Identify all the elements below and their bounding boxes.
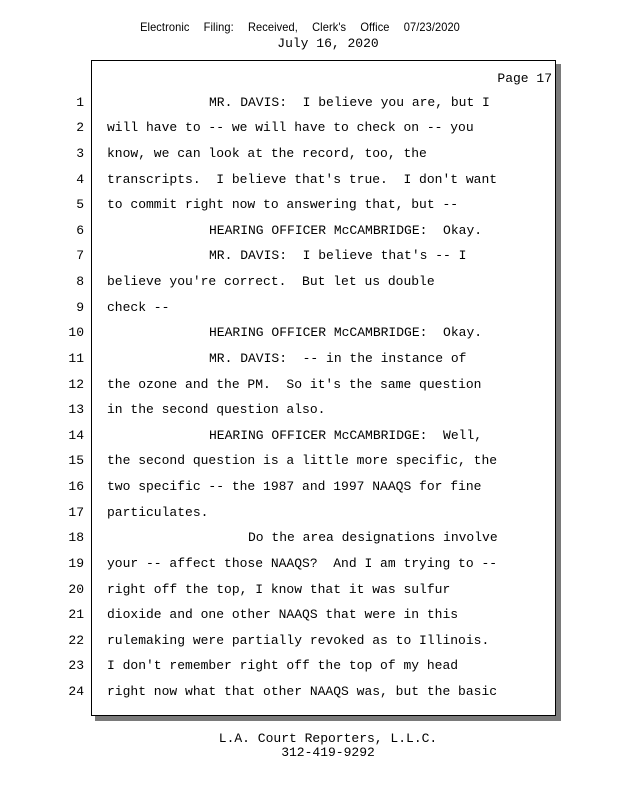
line-text: HEARING OFFICER McCAMBRIDGE: Okay. bbox=[209, 223, 483, 238]
line-text: transcripts. I believe that's true. I don't want bbox=[107, 172, 498, 187]
transcript-line bbox=[0, 167, 560, 192]
filing-stamp-word: 07/23/2020 bbox=[403, 20, 460, 34]
line-number: 6 bbox=[76, 223, 84, 238]
transcript-line bbox=[0, 295, 560, 320]
line-text: MR. DAVIS: -- in the instance of bbox=[209, 351, 467, 366]
transcript-line bbox=[0, 192, 560, 217]
transcript-line bbox=[0, 474, 560, 499]
line-text: will have to -- we will have to check on -- you bbox=[107, 120, 474, 135]
line-text: two specific -- the 1987 and 1997 NAAQS for fine bbox=[107, 479, 482, 494]
line-text: dioxide and one other NAAQS that were in this bbox=[107, 607, 459, 622]
line-number: 23 bbox=[68, 658, 84, 673]
footer bbox=[0, 732, 618, 760]
line-number: 24 bbox=[68, 684, 84, 699]
transcript-line bbox=[0, 269, 560, 294]
line-number: 8 bbox=[76, 274, 84, 289]
line-number: 4 bbox=[76, 172, 84, 187]
line-number: 16 bbox=[68, 479, 84, 494]
line-number: 17 bbox=[68, 505, 84, 520]
reporter-phone: 312-419-9292 bbox=[281, 745, 375, 760]
line-text: to commit right now to answering that, but -- bbox=[107, 197, 459, 212]
line-number: 22 bbox=[68, 633, 84, 648]
transcript-line bbox=[0, 141, 560, 166]
transcript-line bbox=[0, 115, 560, 140]
transcript-line bbox=[0, 628, 560, 653]
line-text: MR. DAVIS: I believe that's -- I bbox=[209, 248, 467, 263]
transcript-line bbox=[0, 679, 560, 704]
line-text: particulates. bbox=[107, 505, 209, 520]
line-text: the second question is a little more specific, the bbox=[107, 453, 498, 468]
line-text: believe you're correct. But let us double bbox=[107, 274, 435, 289]
filing-stamp-word: Filing: bbox=[203, 20, 234, 34]
transcript-line bbox=[0, 500, 560, 525]
line-number: 13 bbox=[68, 402, 84, 417]
transcript-line bbox=[0, 320, 560, 345]
line-text: know, we can look at the record, too, the bbox=[107, 146, 427, 161]
transcript-line bbox=[0, 372, 560, 397]
page-number: Page 17 bbox=[497, 71, 552, 86]
line-text: I don't remember right off the top of my head bbox=[107, 658, 459, 673]
filing-stamp-word: Clerk's bbox=[312, 20, 347, 34]
filing-stamp-word: Office bbox=[360, 20, 390, 34]
transcript-line bbox=[0, 448, 560, 473]
line-number: 19 bbox=[68, 556, 84, 571]
line-number: 10 bbox=[68, 325, 84, 340]
transcript-line bbox=[0, 653, 560, 678]
reporter-name: L.A. Court Reporters, L.L.C. bbox=[218, 731, 438, 746]
line-text: MR. DAVIS: I believe you are, but I bbox=[209, 95, 490, 110]
line-text: right off the top, I know that it was sulfur bbox=[107, 582, 451, 597]
line-number: 9 bbox=[76, 300, 84, 315]
filing-stamp-word: Electronic bbox=[140, 20, 190, 34]
transcript-line bbox=[0, 577, 560, 602]
line-number: 21 bbox=[68, 607, 84, 622]
transcript-line bbox=[0, 243, 560, 268]
line-text: HEARING OFFICER McCAMBRIDGE: Well, bbox=[209, 428, 483, 443]
line-number: 11 bbox=[68, 351, 84, 366]
filing-stamp-word: Received, bbox=[247, 20, 298, 34]
line-text: the ozone and the PM. So it's the same question bbox=[107, 377, 482, 392]
transcript-line bbox=[0, 90, 560, 115]
line-number: 5 bbox=[76, 197, 84, 212]
line-text: in the second question also. bbox=[107, 402, 326, 417]
transcript-line bbox=[0, 423, 560, 448]
line-text: Do the area designations involve bbox=[248, 530, 498, 545]
transcript-line bbox=[0, 397, 560, 422]
line-text: right now what that other NAAQS was, but the basic bbox=[107, 684, 498, 699]
line-number: 15 bbox=[68, 453, 84, 468]
line-number: 3 bbox=[76, 146, 84, 161]
line-number: 12 bbox=[68, 377, 84, 392]
transcript-line bbox=[0, 551, 560, 576]
filing-stamp bbox=[24, 20, 576, 34]
transcript-line bbox=[0, 602, 560, 627]
transcript-line bbox=[0, 525, 560, 550]
line-number: 1 bbox=[76, 95, 84, 110]
line-number: 7 bbox=[76, 248, 84, 263]
transcript-line bbox=[0, 218, 560, 243]
line-text: rulemaking were partially revoked as to Illinois. bbox=[107, 633, 490, 648]
line-number: 20 bbox=[68, 582, 84, 597]
line-number: 2 bbox=[76, 120, 84, 135]
line-text: check -- bbox=[107, 300, 170, 315]
line-number: 14 bbox=[68, 428, 84, 443]
hearing-date: July 16, 2020 bbox=[277, 36, 379, 51]
transcript-line bbox=[0, 346, 560, 371]
line-text: HEARING OFFICER McCAMBRIDGE: Okay. bbox=[209, 325, 483, 340]
line-text: your -- affect those NAAQS? And I am trying to -- bbox=[107, 556, 498, 571]
line-number: 18 bbox=[68, 530, 84, 545]
